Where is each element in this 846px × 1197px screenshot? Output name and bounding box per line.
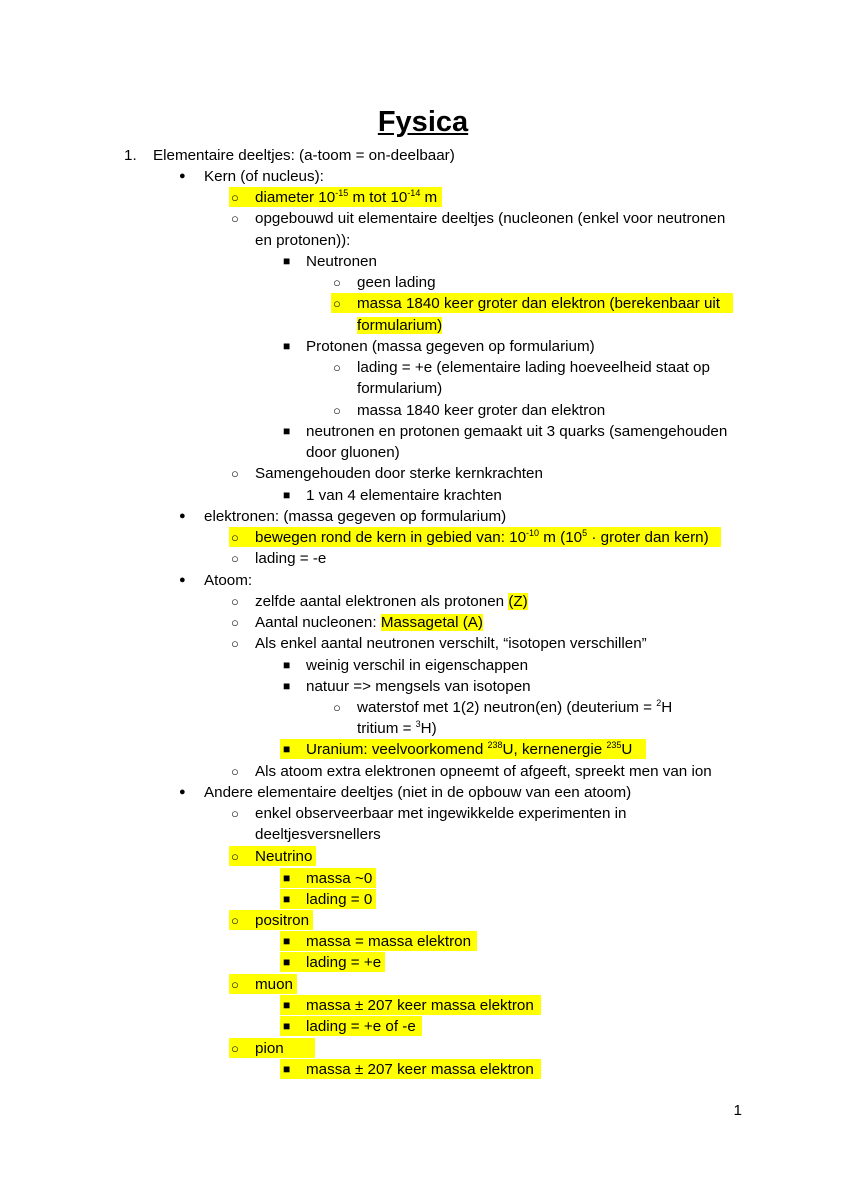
bullet-disc: ● [179, 170, 186, 182]
list-item: Elementaire deeltjes: (a-toom = on-deelbaar) [153, 147, 455, 164]
list-item: neutronen en protonen gemaakt uit 3 quarks (samengehouden [306, 423, 728, 440]
list-item: diameter $10^{-15}$ m tot $10^{-14}$ m [255, 188, 438, 206]
list-item-continuation: formularium) [357, 317, 443, 334]
list-item: massa 1840 keer groter dan elektron (berekenbaar uit [357, 295, 721, 312]
list-item: opgebouwd uit elementaire deeltjes (nucleonen (enkel voor neutronen [255, 210, 726, 227]
bullet-circle: ○ [231, 849, 239, 864]
bullet-square: ■ [283, 1062, 291, 1076]
list-item-continuation: deeltjesversnellers [255, 826, 381, 843]
bullet-circle: ○ [231, 594, 239, 609]
list-item: massa ± 207 keer massa elektron [306, 997, 534, 1014]
bullet-square: ■ [283, 488, 291, 502]
list-item: Als atoom extra elektronen opneemt of afgeeft, spreekt men van ion [255, 763, 712, 780]
list-item: Protonen (massa gegeven op formularium) [306, 338, 595, 355]
list-item: 1 van 4 elementaire krachten [306, 487, 502, 504]
bullet-square: ■ [283, 339, 291, 353]
list-item: bewegen rond de kern in gebied van: $10^{-10}$ m ($10^5$ · groter dan kern) [255, 528, 709, 546]
list-item-continuation: en protonen)): [255, 232, 351, 249]
list-item: Andere elementaire deeltjes (niet in de opbouw van een atoom) [204, 784, 632, 801]
bullet-circle: ○ [231, 211, 239, 226]
list-item: weinig verschil in eigenschappen [306, 657, 529, 674]
list-item: lading = -e [255, 550, 327, 567]
bullet-square: ■ [283, 955, 291, 969]
list-item: enkel observeerbaar met ingewikkelde experimenten in [255, 805, 627, 822]
bullet-circle: ○ [231, 1041, 239, 1056]
list-item: lading = +e [306, 954, 382, 971]
list-item: Als enkel aantal neutronen verschilt, “isotopen verschillen” [255, 635, 647, 652]
list-item: geen lading [357, 274, 436, 291]
list-item: massa = massa elektron [306, 933, 472, 950]
bullet-circle: ○ [333, 700, 341, 715]
bullet-circle: ○ [231, 466, 239, 481]
bullet-square: ■ [283, 424, 291, 438]
page-number: 1 [733, 1102, 742, 1119]
list-item: positron [255, 912, 310, 929]
bullet-square: ■ [283, 892, 291, 906]
bullet-square: ■ [283, 254, 291, 268]
bullet-circle: ○ [231, 913, 239, 928]
list-item: Neutrino [255, 848, 313, 865]
bullet-square: ■ [283, 679, 291, 693]
list-item: pion [255, 1040, 284, 1057]
bullet-circle: ○ [333, 296, 341, 311]
list-item: waterstof met 1(2) neutron(en) (deuterium = $^2$H [357, 698, 673, 716]
bullet-circle: ○ [333, 275, 341, 290]
list-item: elektronen: (massa gegeven op formularium) [204, 508, 507, 525]
list-item: lading = +e (elementaire lading hoeveelheid staat op [357, 359, 710, 376]
list-number: 1. [124, 147, 137, 164]
list-item: Neutronen [306, 253, 377, 270]
list-item-continuation: tritium = $^3$H) [357, 719, 437, 737]
list-item: Kern (of nucleus): [204, 168, 324, 185]
list-item-continuation: door gluonen) [306, 444, 400, 461]
list-item: natuur => mengsels van isotopen [306, 678, 531, 695]
bullet-circle: ○ [231, 190, 239, 205]
list-item: massa ± 207 keer massa elektron [306, 1061, 534, 1078]
bullet-square: ■ [283, 871, 291, 885]
page-title: Fysica [377, 106, 469, 138]
bullet-square: ■ [283, 658, 291, 672]
list-item: Aantal nucleonen: Massagetal (A) [255, 614, 483, 631]
list-item: massa ~0 [306, 870, 373, 887]
bullet-circle: ○ [231, 530, 239, 545]
list-item: lading = 0 [306, 891, 373, 908]
list-item-continuation: formularium) [357, 380, 443, 397]
bullet-square: ■ [283, 742, 291, 756]
bullet-circle: ○ [231, 977, 239, 992]
list-item: muon [255, 976, 293, 993]
list-item: massa 1840 keer groter dan elektron [357, 402, 606, 419]
bullet-circle: ○ [333, 360, 341, 375]
list-item: Uranium: veelvoorkomend $^{238}$U, kernenergie $^{235}$U [306, 740, 633, 758]
bullet-disc: ● [179, 574, 186, 586]
bullet-circle: ○ [231, 764, 239, 779]
bullet-circle: ○ [231, 551, 239, 566]
list-item: Atoom: [204, 572, 253, 589]
bullet-circle: ○ [231, 806, 239, 821]
bullet-disc: ● [179, 786, 186, 798]
bullet-circle: ○ [231, 615, 239, 630]
bullet-square: ■ [283, 934, 291, 948]
bullet-circle: ○ [231, 636, 239, 651]
list-item: lading = +e of -e [306, 1018, 416, 1035]
bullet-disc: ● [179, 510, 186, 522]
bullet-square: ■ [283, 998, 291, 1012]
bullet-square: ■ [283, 1019, 291, 1033]
bullet-circle: ○ [333, 403, 341, 418]
list-item: zelfde aantal elektronen als protonen (Z) [255, 593, 528, 610]
list-item: Samengehouden door sterke kernkrachten [255, 465, 543, 482]
